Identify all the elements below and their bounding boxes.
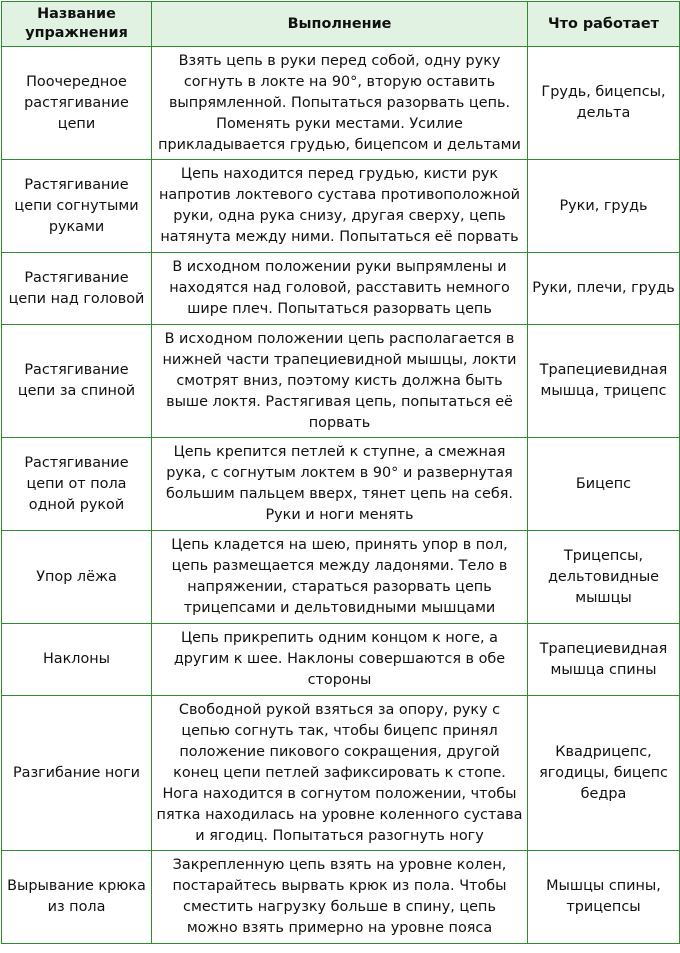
exercise-muscles: Квадрицепс, ягодицы, бицепс бедра (528, 696, 680, 851)
exercise-name: Разгибание ноги (2, 696, 152, 851)
exercise-name: Растягивание цепи от пола одной рукой (2, 438, 152, 531)
exercise-muscles: Руки, плечи, грудь (528, 253, 680, 325)
table-row (2, 531, 680, 624)
exercise-execution: Цепь крепится петлей к ступне, а смежная рука, с согнутым локтем в 90° и развернутая большим пальцем вверх, тянет цепь на себя. Руки и ноги менять (152, 438, 528, 531)
exercise-name: Упор лёжа (2, 531, 152, 624)
exercise-execution: Взять цепь в руки перед собой, одну руку согнуть в локте на 90°, вторую оставить выпрямленной. Попытаться разорвать цепь. Поменять руки местами. Усилие прикладывается грудью, бицепсом и дельтами (152, 47, 528, 160)
exercise-muscles: Мышцы спины, трицепсы (528, 851, 680, 944)
exercise-name: Вырывание крюка из пола (2, 851, 152, 944)
table-row (2, 160, 680, 253)
exercise-muscles: Руки, грудь (528, 160, 680, 253)
table-row (2, 851, 680, 944)
exercise-table (1, 1, 680, 944)
exercise-name: Поочередное растягивание цепи (2, 47, 152, 160)
table-row (2, 438, 680, 531)
exercise-execution: Свободной рукой взяться за опору, руку с цепью согнуть так, чтобы бицепс принял положение пикового сокращения, другой конец цепи петлей зафиксировать к стопе. Нога находится в согнутом положении, чтобы пятка находилась на уровне коленного сустава и ягодиц. Попытаться разогнуть ногу (152, 696, 528, 851)
exercise-name: Растягивание цепи согнутыми руками (2, 160, 152, 253)
table-header-row (2, 2, 680, 47)
exercise-muscles: Трицепсы, дельтовидные мышцы (528, 531, 680, 624)
exercise-execution: Цепь кладется на шею, принять упор в пол, цепь размещается между ладонями. Тело в напряжении, стараться разорвать цепь трицепсами и дельтовидными мышцами (152, 531, 528, 624)
table-row (2, 47, 680, 160)
exercise-execution: Цепь находится перед грудью, кисти рук напротив локтевого сустава противоположной руки, одна рука снизу, другая сверху, цепь натянута между ними. Попытаться её порвать (152, 160, 528, 253)
table-row (2, 624, 680, 696)
exercise-name: Растягивание цепи над головой (2, 253, 152, 325)
exercise-execution: Закрепленную цепь взять на уровне колен, постарайтесь вырвать крюк из пола. Чтобы сместить нагрузку больше в спину, цепь можно взять примерно на уровне пояса (152, 851, 528, 944)
exercise-muscles: Трапециевидная мышца, трицепс (528, 325, 680, 438)
exercise-execution: В исходном положении руки выпрямлены и находятся над головой, расставить немного шире плеч. Попытаться разорвать цепь (152, 253, 528, 325)
exercise-muscles: Грудь, бицепсы, дельта (528, 47, 680, 160)
exercise-execution: В исходном положении цепь располагается в нижней части трапециевидной мышцы, локти смотрят вниз, поэтому кисть должна быть выше локтя. Растягивая цепь, попытаться её порвать (152, 325, 528, 438)
header-execution: Выполнение (152, 2, 528, 47)
exercise-muscles: Трапециевидная мышца спины (528, 624, 680, 696)
table-row (2, 325, 680, 438)
exercise-muscles: Бицепс (528, 438, 680, 531)
table-row (2, 253, 680, 325)
header-muscles: Что работает (528, 2, 680, 47)
table-row (2, 696, 680, 851)
exercise-name: Наклоны (2, 624, 152, 696)
exercise-name: Растягивание цепи за спиной (2, 325, 152, 438)
exercise-execution: Цепь прикрепить одним концом к ноге, а другим к шее. Наклоны совершаются в обе стороны (152, 624, 528, 696)
header-name: Название упражнения (2, 2, 152, 47)
